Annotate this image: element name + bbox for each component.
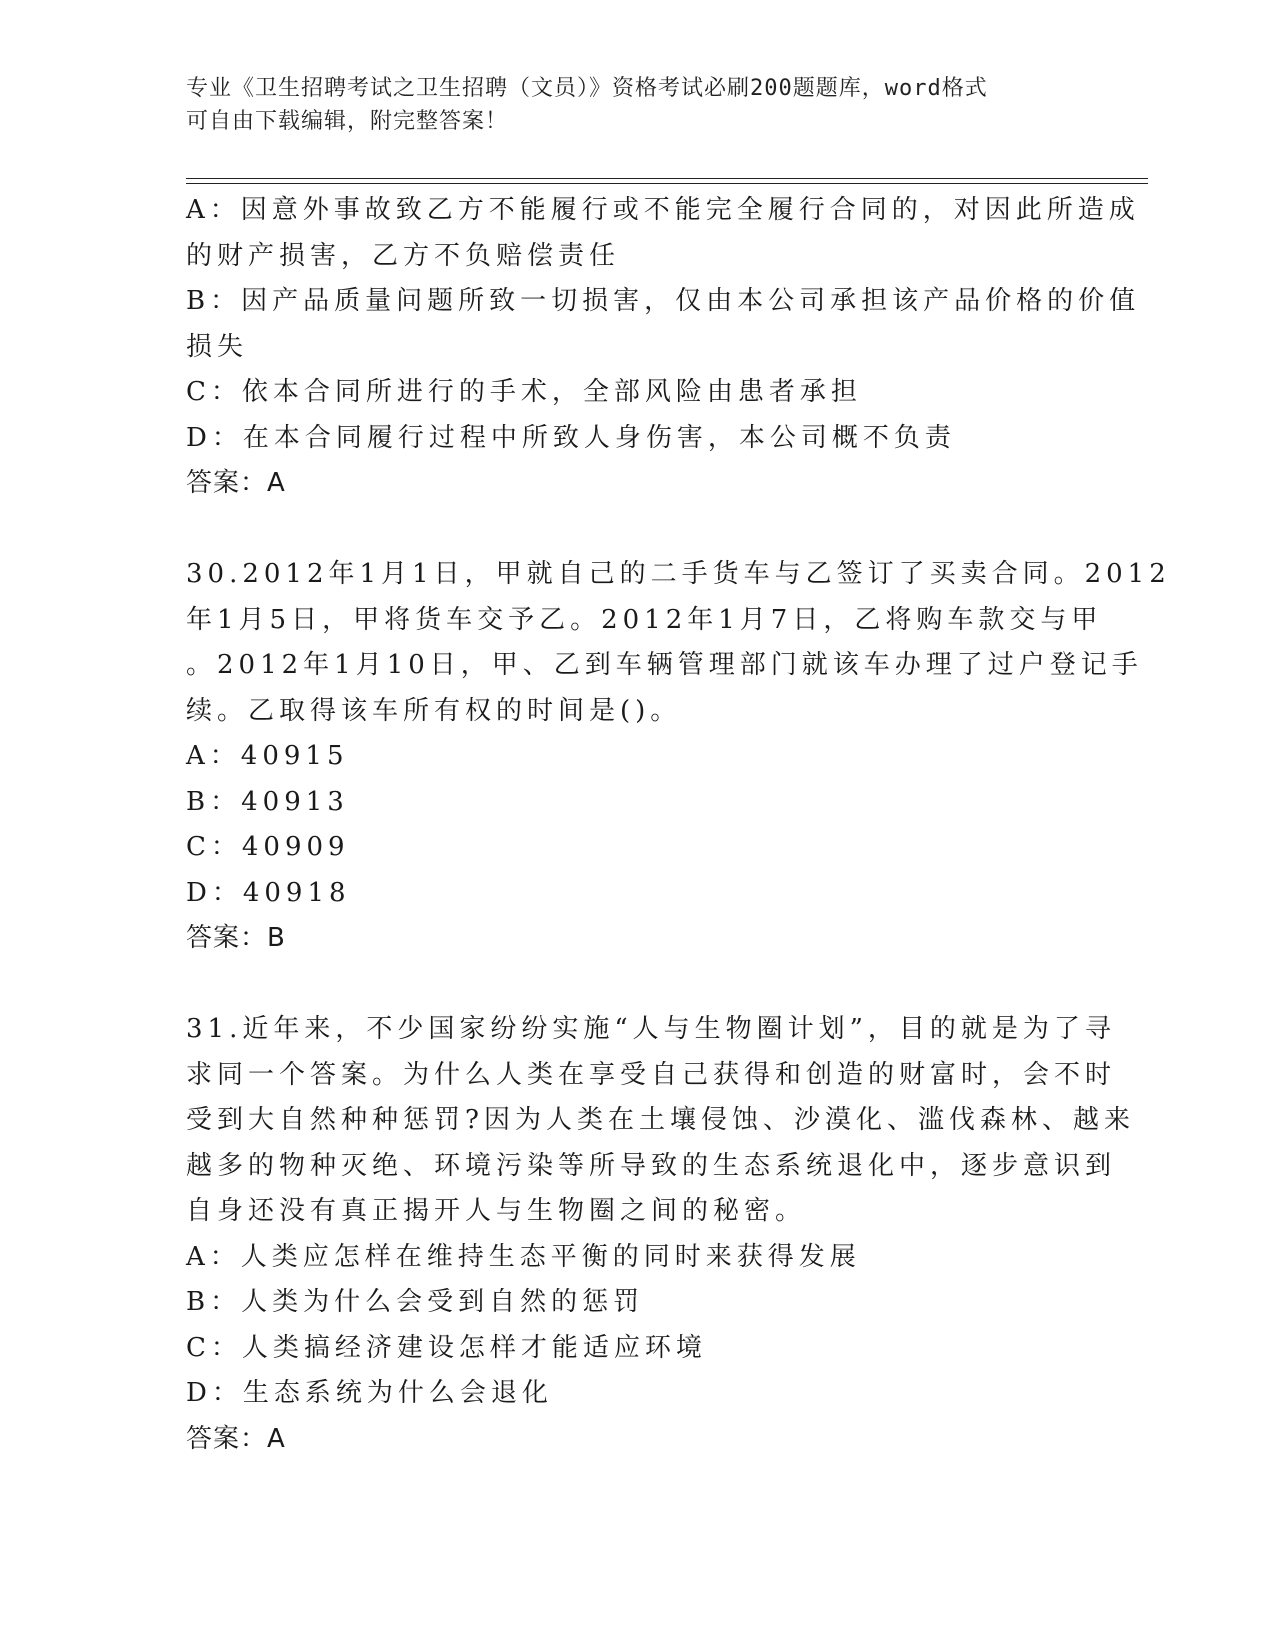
question-30 xyxy=(186,552,1171,962)
question-30-text-1: 30.2012年1月1日，甲就自己的二手货车与乙签订了买卖合同。2012 xyxy=(186,559,1171,589)
answer-30: 答案：B xyxy=(186,923,286,953)
option-b: B：人类为什么会受到自然的惩罚 xyxy=(186,1287,645,1317)
header-rule-top xyxy=(186,178,1148,179)
option-a: A：人类应怎样在维持生态平衡的同时来获得发展 xyxy=(186,1241,861,1272)
question-31-text-3: 受到大自然种种惩罚?因为人类在土壤侵蚀、沙漠化、滥伐森林、越来 xyxy=(186,1105,1135,1135)
question-31-text-2: 求同一个答案。为什么人类在享受自己获得和创造的财富时，会不时 xyxy=(186,1059,1117,1090)
question-31-text-4: 越多的物种灭绝、环境污染等所导致的生态系统退化中，逐步意识到 xyxy=(186,1150,1117,1181)
spacer xyxy=(186,962,1086,1008)
option-a: A：因意外事故致乙方不能履行或不能完全履行合同的，对因此所造成 xyxy=(186,195,1140,225)
option-c: C：依本合同所进行的手术，全部风险由患者承担 xyxy=(186,377,862,407)
option-d: D：在本合同履行过程中所致人身伤害，本公司概不负责 xyxy=(186,422,956,453)
question-29-options xyxy=(186,188,1141,507)
question-31 xyxy=(186,1007,1135,1462)
question-content xyxy=(186,188,1171,1462)
option-b: B：40913 xyxy=(186,786,349,817)
question-31-text-5: 自身还没有真正揭开人与生物圈之间的秘密。 xyxy=(186,1196,807,1226)
option-d: D：生态系统为什么会退化 xyxy=(186,1378,553,1408)
document-header xyxy=(186,72,1066,138)
answer-29: 答案：A xyxy=(186,468,286,498)
option-d: D：40918 xyxy=(186,877,351,908)
option-c: C：人类搞经济建设怎样才能适应环境 xyxy=(186,1332,707,1363)
option-b: B：因产品质量问题所致一切损害，仅由本公司承担该产品价格的价值 xyxy=(186,286,1141,316)
question-30-text-3: 。2012年1月10日，甲、乙到车辆管理部门就该车办理了过户登记手 xyxy=(186,650,1143,680)
option-a-cont: 的财产损害，乙方不负赔偿责任 xyxy=(186,240,621,271)
question-30-text-4: 续。乙取得该车所有权的时间是()。 xyxy=(186,695,682,726)
header-line-1: 专业《卫生招聘考试之卫生招聘（文员）》资格考试必刷200题题库，word格式 xyxy=(186,76,988,101)
option-c: C：40909 xyxy=(186,832,350,862)
option-b-cont: 损失 xyxy=(186,331,249,362)
header-rule-bottom xyxy=(186,183,1148,184)
answer-31: 答案：A xyxy=(186,1423,286,1454)
header-line-2: 可自由下载编辑，附完整答案！ xyxy=(186,109,509,134)
spacer xyxy=(186,507,1086,553)
option-a: A：40915 xyxy=(186,741,349,771)
question-31-text-1: 31.近年来，不少国家纷纷实施“人与生物圈计划”，目的就是为了寻 xyxy=(186,1014,1116,1044)
question-30-text-2: 年1月5日，甲将货车交予乙。2012年1月7日，乙将购车款交与甲 xyxy=(186,604,1103,635)
